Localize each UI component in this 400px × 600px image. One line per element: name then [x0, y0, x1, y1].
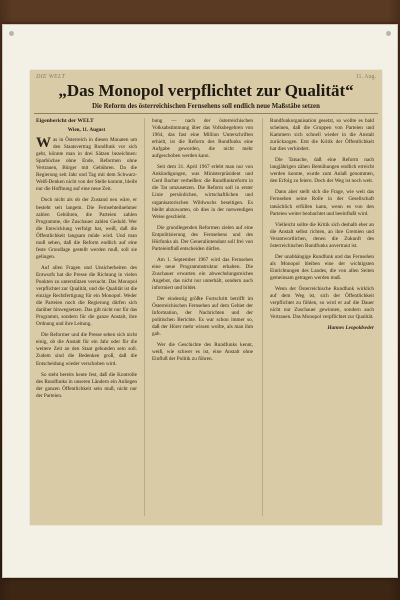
article-subheadline: Die Reform des österreichischen Fernsehens soll endlich neue Maßstäbe setzen: [92, 103, 320, 110]
drop-cap: W: [36, 135, 51, 152]
paragraph: Vielleicht sollte die Kritik sich deshalb eher an die Anstalt selbst richten, an ihre Gremien und Verantwortlichen, denen die Zukunft des österreichischen Rundfunks anvertraut ist.: [270, 221, 374, 249]
paragraph: Die Tatsache, daß eine Reform nach langjährigen zähen Bemühungen endlich erreicht werden konnte, wurde zum Anlaß genommen, den Erfolg zu feiern. Doch der Weg ist noch weit.: [270, 157, 374, 185]
author-line: Eigenbericht der WELT: [36, 118, 94, 124]
column-divider: [144, 118, 145, 516]
paragraph: Der eindeutig größte Fortschritt betrifft im Österreichischen Fernsehen auf dem Gebiet der Information, der Nachrichten und der politischen Berichte. Es war schon immer so, daß der Hörer mehr wissen wollte, als man ihm gab.: [152, 296, 253, 338]
column-divider: [262, 118, 263, 516]
date-note: 11. Aug.: [355, 74, 376, 80]
author-byline: Hannes Leopoldseder: [327, 325, 374, 332]
dateline: Wien, 11. August: [67, 127, 106, 134]
header-rule: [34, 113, 378, 114]
paragraph: Seit dem 31. April 1967 erlebt man nur von Ankündigungen, was Ministerpräsident und Gerd Bacher verheißen: die Rundfunkreform in die Tat umzusetzen. Die Reform soll in erster Linie persönlichen, wirtschaftlichen und organisatorischen Wildwuchs beseitigen. Es bleibt abzuwarten, ob dies in der notwendigen Weise geschieht.: [152, 164, 253, 220]
paragraph: Die Reformer und die Presse sehen sich nicht einig, ob die Anstalt für ein Jahr oder für die weitere Zeit an den Staat gebunden sein soll. Zudem sind die Bedenken groß, daß die Entscheidung wieder verschoben wird.: [36, 332, 137, 367]
paragraph: Dann aber stellt sich die Frage, wie weit das Fernsehen seine Rolle in der Gesellschaft tatsächlich erfüllen kann, wenn es von den Parteien weiter beobachtet und beeinflußt wird.: [270, 189, 374, 217]
paragraph: Was in Österreich in diesen Monaten um den Staatsvertrag Rundfunk vor sich geht, könnte man in drei Sätzen bezeichnen: Sparbüchse ohne Ende, Reformen ohne Vertrauen, Bürger mit Gebühren. Da die Regierung seit Jahr und Tag mit dem Schwarz-Weiß-Denken nicht von der Stelle kommt, bleibt nur die Hoffnung auf eine neue Zeit.: [36, 135, 137, 193]
board-pin-icon: [386, 31, 391, 36]
article-column-3: [270, 118, 374, 518]
paragraph: bung — nach der österreichischen Volksabstimmung über das Volksbegehren von 1964, das fast eine Million Unterschriften erhielt, ist die Reform des Rundfunks eine Aufgabe geworden, die nicht mehr aufgeschoben werden kann.: [152, 118, 253, 160]
paragraph: Der unabhängige Rundfunk und das Fernsehen als Monopol bleiben eine der wichtigsten Einrichtungen des Landes, die von allen Seiten gemeinsam getragen werden muß.: [270, 253, 374, 281]
paragraph: So steht bereits heute fest, daß die Kontrolle des Rundfunks in unseren Ländern ein Anliegen der ganzen Öffentlichkeit sein muß, nicht nur der Parteien.: [36, 371, 137, 399]
paragraph: Doch nicht als ob der Zustand neu wäre, er besteht seit langem. Die Fernsehteilnehmer zahlen Gebühren, die Parteien zahlen Programme, die Zuschauer zahlen Geduld. Wer die Entwicklung verfolgt hat, weiß, daß die Öffentlichkeit langsam müde wird. Und man muß sehen, daß die Reform endlich auf eine feste Grundlage gestellt werden muß, soll sie gelingen.: [36, 197, 137, 260]
masthead: DIE WELT: [36, 74, 66, 80]
paragraph: Die grundlegenden Reformen zielen auf eine Entpolitisierung des Fernsehens und des Hörfunks ab. Der Generalintendant soll frei von Parteieinfluß entscheiden dürfen.: [152, 224, 253, 252]
article-column-2: [152, 118, 253, 518]
paragraph: Rundfunkorganisation gesetzt, so wollte es bald scheinen, daß die Gruppen von Parteien und Kammern sich schnell wieder in die Anstalt zurückzogen. Erst die Kritik der Öffentlichkeit hat dies verhindert.: [270, 118, 374, 153]
board-pin-icon: [9, 31, 14, 36]
paragraph: Auf allen Fragen und Unsicherheiten des Entwurfs hat die Presse die Richtung in vielen Punkten zu unterstützen versucht. Das Monopol verpflichtet zur Qualität, und die Qualität ist die einzige Rechtfertigung für ein Monopol. Weder die Parteien noch die Regierung dürfen sich darüber hinwegsetzen. Das gilt nicht nur für das Programm, sondern für die ganze Anstalt, ihre Ordnung und ihre Leitung.: [36, 264, 137, 328]
paragraph: Am 1. September 1967 wird das Fernsehen eine neue Programmstruktur erhalten. Die Zuschauer erwarten ein abwechslungsreiches Angebot, das nicht nur unterhält, sondern auch informiert und bildet.: [152, 256, 253, 292]
paragraph: Wer die Geschichte des Rundfunks kennt, weiß, wie schwer es ist, eine Anstalt ohne Einfluß der Politik zu führen.: [152, 342, 253, 363]
article-headline: „Das Monopol verpflichtet zur Qualität“: [58, 81, 354, 100]
article-column-1: [36, 118, 137, 518]
paragraph: Wenn der Österreichische Rundfunk wirklich auf dem Weg ist, sich der Öffentlichkeit verpflichtet zu fühlen, so wird er auf die Dauer nicht nur Zuschauer gewinnen, sondern auch Vertrauen. Das Monopol verpflichtet zur Qualität.: [270, 285, 374, 321]
newspaper-clipping: [30, 70, 382, 525]
